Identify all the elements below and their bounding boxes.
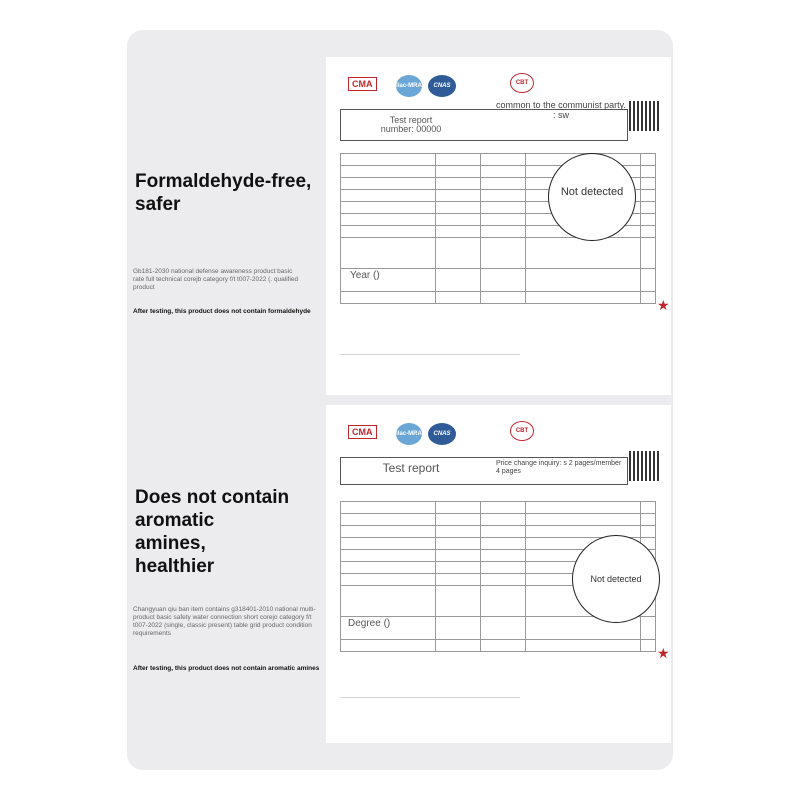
panel2-standard-text: Changyuan qiu ban item contains g318401-2010 national multi-product basic safety water connection short corejo category f/t t007-2022 (single, classic present) table grid product condition requirements [133, 606, 316, 637]
panel1-standard-text: Gb181-2030 national defense awareness product basic rate full technical corejb category f/t t007-2022 (. qualified product [133, 268, 299, 291]
panel2-heading-line4: healthier [135, 556, 215, 577]
cbt-logo: CBT [510, 421, 534, 441]
report2-not-detected: Not detected [590, 574, 642, 584]
report1-magnifier-circle [548, 153, 636, 241]
cbt-logo: CBT [510, 73, 534, 93]
panel2-heading [135, 486, 289, 578]
report1-overlay-right: common to the communist party. : sw [496, 100, 626, 120]
panel1-note: After testing, this product does not contain formaldehyde [133, 308, 311, 315]
panel2-heading-line3: amines, [135, 533, 206, 554]
red-seal-icon: ★ [657, 645, 670, 661]
panel1-heading [135, 170, 311, 216]
red-seal-icon: ★ [657, 297, 670, 313]
cma-logo: CMA [348, 77, 377, 91]
report1-row-overlay: Year () [350, 270, 380, 281]
report2-title: Test report [382, 461, 440, 475]
cnas-logo: CNAS [428, 423, 456, 445]
qr-code-icon [629, 451, 659, 481]
test-report-2 [326, 405, 671, 743]
report2-magnifier-circle [572, 535, 660, 623]
report2-footer: ———————————————————————————————————————— [340, 695, 520, 700]
panel1-heading-line1: Formaldehyde-free, [135, 171, 312, 192]
panel1-heading-line2: safer [135, 194, 181, 215]
panel2-heading-line2: aromatic [135, 510, 215, 531]
cma-logo: CMA [348, 425, 377, 439]
report1-not-detected: Not detected [560, 186, 624, 198]
ilac-logo: ilac-MRA [396, 423, 422, 445]
cnas-logo: CNAS [428, 75, 456, 97]
report2-header [340, 417, 660, 457]
report1-title-box [340, 100, 628, 141]
panel2-note: After testing, this product does not contain aromatic amines [133, 665, 320, 672]
report1-title: Test report number: 00000 [380, 115, 442, 134]
test-report-1 [326, 57, 671, 395]
report1-footer: ———————————————————————————————————————— [340, 352, 520, 357]
qr-code-icon [629, 101, 659, 131]
panel2-heading-line1: Does not contain [135, 487, 290, 508]
report2-row-overlay: Degree () [348, 618, 391, 629]
report2-overlay-right: Price change inquiry: s 2 pages/member 4 pages [496, 460, 622, 475]
report2-title-box [340, 457, 628, 485]
ilac-logo: ilac-MRA [396, 75, 422, 97]
